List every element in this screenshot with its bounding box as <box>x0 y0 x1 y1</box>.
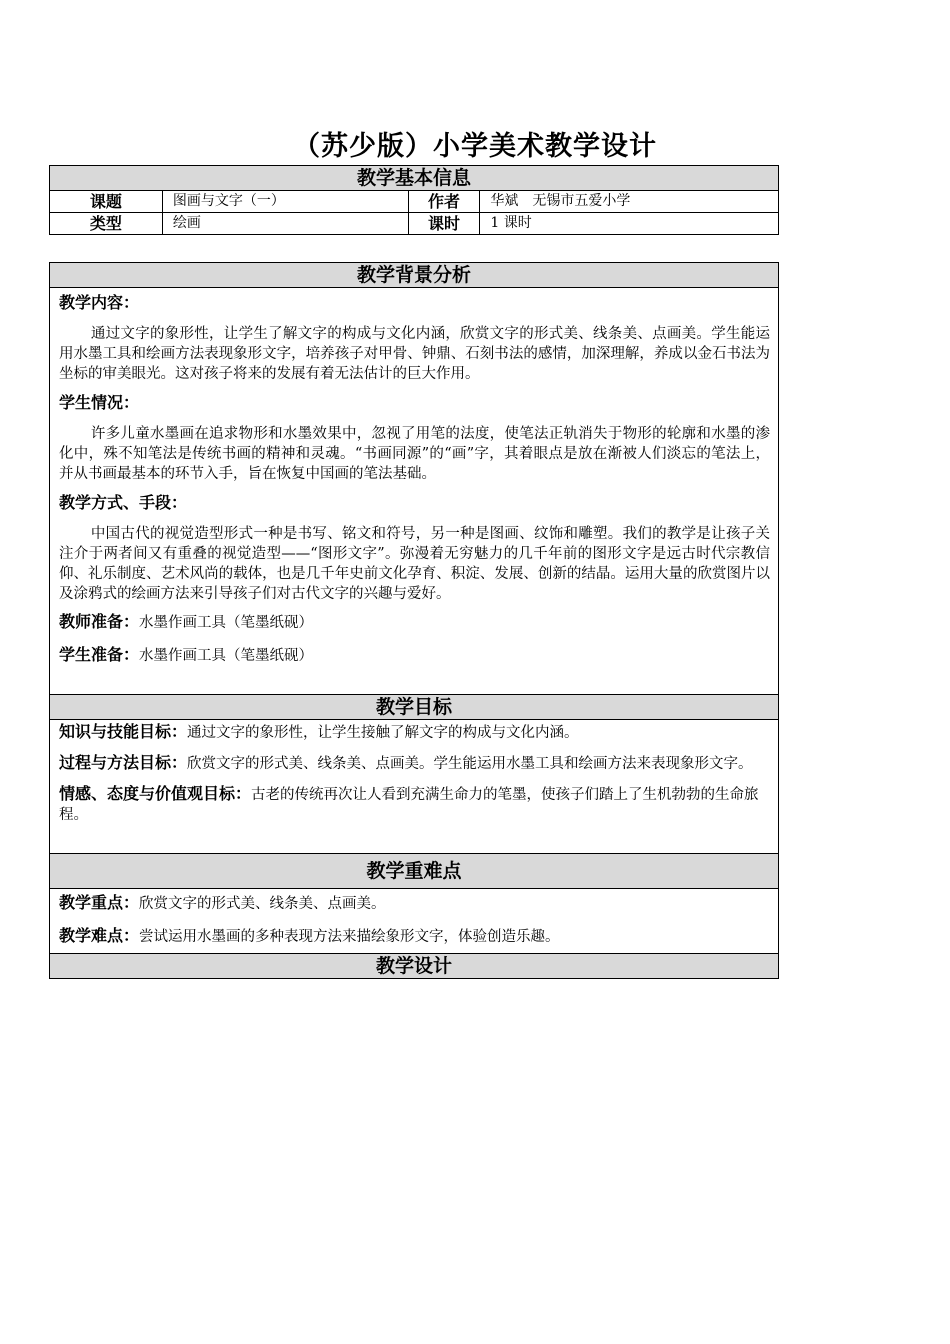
emotion-text: 古老的传统再次让人看到充满生命力的笔墨，使孩子们踏上了生机勃勃的生命旅程。 <box>59 787 759 823</box>
knowledge-text: 通过文字的象形性，让学生接触了解文字的构成与文化内涵。 <box>187 725 579 741</box>
background-header: 教学背景分析 <box>50 263 779 288</box>
knowledge-label: 知识与技能目标： <box>59 722 188 741</box>
difficulty-text: 尝试运用水墨画的多种表现方法来描绘象形文字，体验创造乐趣。 <box>139 929 560 945</box>
goals-section <box>50 720 779 854</box>
basic-info-header: 教学基本信息 <box>50 166 779 191</box>
background-section <box>50 288 779 695</box>
process-label: 过程与方法目标： <box>59 753 188 772</box>
methods-text: 中国古代的视觉造型形式一种是书写、铭文和符号，另一种是图画、纹饰和雕塑。我们的教学是让孩子关注介于两者间又有重叠的视觉造型——“图形文字”。弥漫着无穷魅力的几千年前的图形文字是远古时代宗教信仰、礼乐制度、艺术风尚的载体，也是几千年史前文化孕育、积淀、发展、创新的结晶。运用大量的欣赏图片以及涂鸦式的绘画方法来引导孩子们对古代文字的兴趣与爱好。 <box>59 526 770 602</box>
topic-label: 课题 <box>50 191 163 213</box>
topic-value: 图画与文字（一） <box>162 191 408 213</box>
emotion-label: 情感、态度与价值观目标： <box>59 784 252 803</box>
author-label: 作者 <box>408 191 480 213</box>
basic-info-table <box>49 165 779 235</box>
author-value: 华斌 无锡市五爱小学 <box>480 191 779 213</box>
focus-label: 教学重点： <box>59 893 140 912</box>
design-header: 教学设计 <box>50 954 779 979</box>
main-table <box>49 262 779 979</box>
type-value: 绘画 <box>162 213 408 235</box>
teacher-prep-label: 教师准备： <box>59 612 140 631</box>
process-text: 欣赏文字的形式美、线条美、点画美。学生能运用水墨工具和绘画方法来表现象形文字。 <box>187 756 753 772</box>
hours-label: 课时 <box>408 213 480 235</box>
content-heading: 教学内容： <box>59 293 140 312</box>
student-prep-value: 水墨作画工具（笔墨纸砚） <box>139 648 314 664</box>
type-label: 类型 <box>50 213 163 235</box>
students-text: 许多儿童水墨画在追求物形和水墨效果中，忽视了用笔的法度，使笔法正轨消失于物形的轮廓和水墨的渗化中，殊不知笔法是传统书画的精神和灵魂。“书画同源”的“画”字，其着眼点是放在渐被人们淡忘的笔法上，并从书画最基本的环节入手，旨在恢复中国画的笔法基础。 <box>59 426 770 482</box>
focus-text: 欣赏文字的形式美、线条美、点画美。 <box>139 896 386 912</box>
teacher-prep-value: 水墨作画工具（笔墨纸砚） <box>139 615 314 631</box>
key-points-header: 教学重难点 <box>50 854 779 889</box>
page-title: （苏少版）小学美术教学设计 <box>293 131 657 162</box>
student-prep-label: 学生准备： <box>59 645 140 664</box>
goals-header: 教学目标 <box>50 695 779 720</box>
hours-value: 1 课时 <box>480 213 779 235</box>
key-points-section <box>50 889 779 954</box>
students-heading: 学生情况： <box>59 393 140 412</box>
content-text: 通过文字的象形性，让学生了解文字的构成与文化内涵，欣赏文字的形式美、线条美、点画美。学生能运用水墨工具和绘画方法表现象形文字，培养孩子对甲骨、钟鼎、石刻书法的感情，加深理解，养成以金石书法为坐标的审美眼光。这对孩子将来的发展有着无法估计的巨大作用。 <box>59 326 770 382</box>
difficulty-label: 教学难点： <box>59 926 140 945</box>
methods-heading: 教学方式、手段： <box>59 493 188 512</box>
